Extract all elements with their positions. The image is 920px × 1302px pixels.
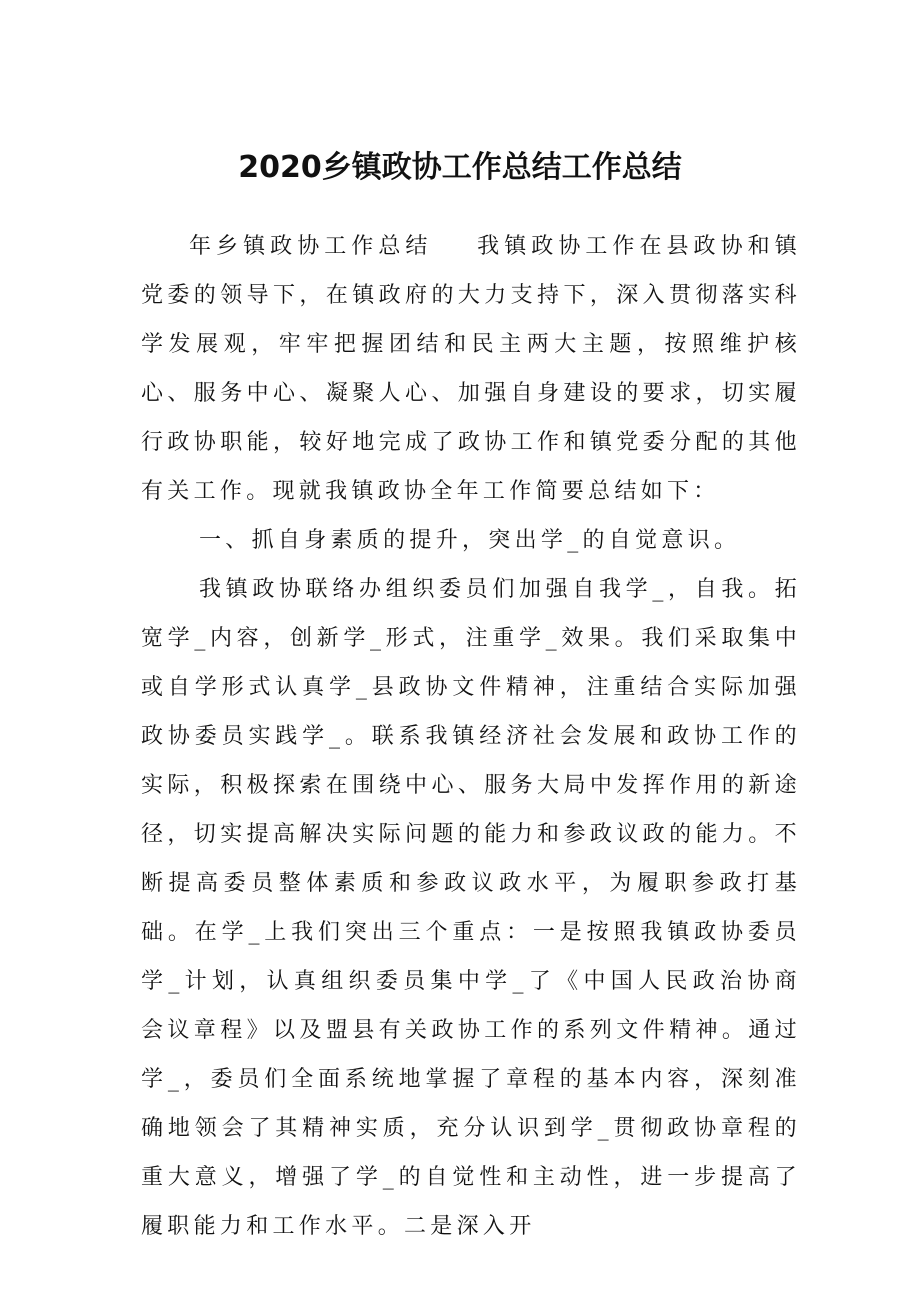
- intro-text: 我镇政协工作在县政协和镇党委的领导下，在镇政府的大力支持下，深入贯彻落实科学发展观，牢牢把握团结和民主两大主题，按照维护核心、服务中心、凝聚人心、加强自身建设的要求，切实履行政协职能，较好地完成了政协工作和镇党委分配的其他有关工作。现就我镇政协全年工作简要总结如下：: [141, 234, 802, 504]
- section-heading-1: 一、抓自身素质的提升，突出学_的自觉意识。: [199, 528, 741, 553]
- document-title: 2020乡镇政协工作总结工作总结: [238, 150, 682, 185]
- intro-paragraph: [141, 222, 801, 516]
- body-paragraph-1: 我镇政协联络办组织委员们加强自我学_，自我。拓宽学_内容，创新学_形式，注重学_效果。我们采取集中或自学形式认真学_县政协文件精神，注重结合实际加强政协委员实践学_。联系我镇经济社会发展和政协工作的实际，积极探索在围绕中心、服务大局中发挥作用的新途径，切实提高解决实际问题的能力和参政议政的能力。不断提高委员整体素质和参政议政水平，为履职参政打基础。在学_上我们突出三个重点：一是按照我镇政协委员学_计划，认真组织委员集中学_了《中国人民政治协商会议章程》以及盟县有关政协工作的系列文件精神。通过学_，委员们全面系统地掌握了章程的基本内容，深刻准确地领会了其精神实质，充分认识到学_贯彻政协章程的重大意义，增强了学_的自觉性和主动性，进一步提高了履职能力和工作水平。二是深入开: [141, 577, 801, 1239]
- document-body: [141, 222, 801, 1251]
- intro-heading: 年乡镇政协工作总结: [189, 234, 433, 259]
